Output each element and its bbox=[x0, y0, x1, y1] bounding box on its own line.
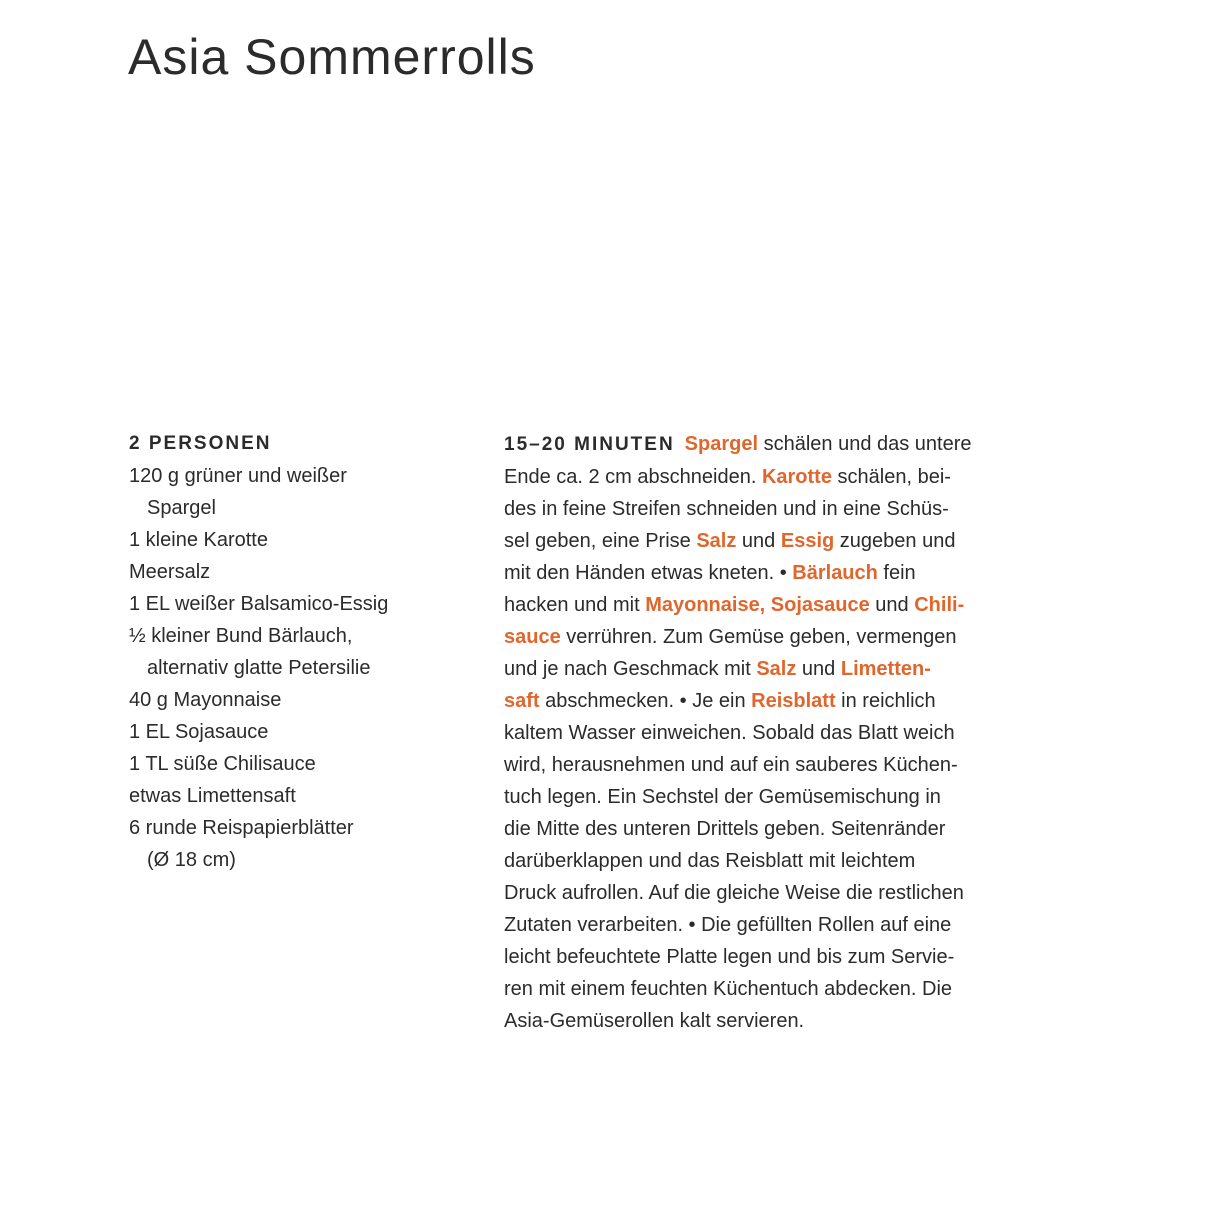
ingredient-item bbox=[129, 524, 459, 556]
instruction-text: ren mit einem feuchten Küchentuch abdecken. Die bbox=[504, 978, 953, 1000]
ingredient-text-continued: (Ø 18 cm) bbox=[147, 849, 236, 871]
instruction-text: abschmecken. • Je ein bbox=[539, 690, 752, 712]
ingredient-item bbox=[129, 556, 459, 588]
ingredient-highlight: Bärlauch bbox=[792, 562, 878, 584]
instruction-text: und je nach Geschmack mit bbox=[504, 658, 757, 680]
ingredient-text: 40 g Mayonnaise bbox=[129, 689, 282, 711]
ingredient-text: etwas Limettensaft bbox=[129, 785, 296, 807]
ingredient-highlight: Salz bbox=[756, 658, 797, 680]
instruction-line bbox=[504, 749, 1084, 781]
instruction-text: und bbox=[796, 658, 841, 680]
ingredient-item bbox=[129, 460, 459, 524]
instruction-line bbox=[504, 941, 1084, 973]
instruction-text: zugeben und bbox=[834, 530, 956, 552]
ingredient-text: 1 kleine Karotte bbox=[129, 529, 268, 551]
instruction-text: die Mitte des unteren Drittels geben. Seitenränder bbox=[504, 818, 946, 840]
instruction-text: des in feine Streifen schneiden und in eine Schüs- bbox=[504, 498, 949, 520]
instruction-text: wird, herausnehmen und auf ein sauberes Küchen- bbox=[504, 754, 958, 776]
instruction-text: schälen und das untere bbox=[758, 433, 972, 455]
ingredient-highlight: Reisblatt bbox=[751, 690, 836, 712]
instruction-line bbox=[504, 877, 1084, 909]
instruction-text: verrühren. Zum Gemüse geben, vermengen bbox=[560, 626, 957, 648]
instruction-text: hacken und mit bbox=[504, 594, 646, 616]
instruction-line bbox=[504, 717, 1084, 749]
instruction-text: tuch legen. Ein Sechstel der Gemüsemischung in bbox=[504, 786, 941, 808]
instruction-text: sel geben, eine Prise bbox=[504, 530, 697, 552]
ingredient-list bbox=[129, 428, 459, 876]
instruction-text: schälen, bei- bbox=[831, 466, 951, 488]
ingredient-text: 1 TL süße Chilisauce bbox=[129, 753, 316, 775]
instruction-line bbox=[504, 1005, 1084, 1037]
ingredient-highlight: Karotte bbox=[761, 466, 832, 488]
ingredient-highlight: Essig bbox=[780, 530, 835, 552]
instruction-line bbox=[504, 813, 1084, 845]
ingredient-item bbox=[129, 588, 459, 620]
instruction-line bbox=[504, 973, 1084, 1005]
instruction-line bbox=[504, 653, 1084, 685]
ingredient-text: 1 EL weißer Balsamico-Essig bbox=[129, 593, 389, 615]
ingredient-highlight: Limetten- bbox=[840, 658, 931, 680]
ingredient-item bbox=[129, 620, 459, 684]
ingredient-text: Meersalz bbox=[129, 561, 211, 583]
instruction-line bbox=[504, 781, 1084, 813]
ingredient-highlight: sauce bbox=[504, 626, 561, 648]
ingredient-highlight: Spargel bbox=[684, 433, 759, 455]
ingredient-item bbox=[129, 780, 459, 812]
ingredient-text-continued: Spargel bbox=[147, 497, 216, 519]
instruction-text: darüberklappen und das Reisblatt mit leichtem bbox=[504, 850, 916, 872]
instruction-text: fein bbox=[877, 562, 916, 584]
instruction-line bbox=[504, 461, 1084, 493]
ingredient-text: ½ kleiner Bund Bärlauch, bbox=[129, 625, 353, 647]
instruction-text: Asia-Gemüserollen kalt servieren. bbox=[504, 1010, 805, 1032]
instructions bbox=[504, 428, 1084, 1037]
instruction-line bbox=[504, 589, 1084, 621]
instruction-text: mit den Händen etwas kneten. • bbox=[504, 562, 793, 584]
instruction-line bbox=[504, 525, 1084, 557]
instruction-line bbox=[504, 909, 1084, 941]
ingredient-item bbox=[129, 716, 459, 748]
ingredient-highlight: Salz bbox=[696, 530, 737, 552]
instruction-text: in reichlich bbox=[835, 690, 936, 712]
ingredient-highlight: saft bbox=[504, 690, 540, 712]
ingredient-text: 6 runde Reispapierblätter bbox=[129, 817, 354, 839]
ingredient-text-continued: alternativ glatte Petersilie bbox=[147, 657, 371, 679]
ingredient-item bbox=[129, 812, 459, 876]
ingredient-text: 1 EL Sojasauce bbox=[129, 721, 269, 743]
servings-heading: 2 PERSONEN bbox=[129, 433, 272, 454]
ingredient-item bbox=[129, 684, 459, 716]
ingredient-highlight: Chili- bbox=[914, 594, 965, 616]
instruction-line bbox=[504, 557, 1084, 589]
instruction-line bbox=[504, 621, 1084, 653]
instruction-line bbox=[504, 428, 1084, 461]
ingredient-text: 120 g grüner und weißer bbox=[129, 465, 347, 487]
instruction-text: Druck aufrollen. Auf die gleiche Weise die restlichen bbox=[504, 882, 964, 904]
time-label: 15–20 MINUTEN bbox=[504, 434, 675, 455]
instruction-line bbox=[504, 685, 1084, 717]
instruction-text: und bbox=[736, 530, 781, 552]
instruction-text: Ende ca. 2 cm abschneiden. bbox=[504, 466, 762, 488]
instruction-text: Zutaten verarbeiten. • Die gefüllten Rollen auf eine bbox=[504, 914, 952, 936]
ingredient-highlight: Mayonnaise, Sojasauce bbox=[645, 594, 870, 616]
recipe-title: Asia Sommerrolls bbox=[128, 29, 536, 85]
ingredient-item bbox=[129, 748, 459, 780]
instruction-line bbox=[504, 845, 1084, 877]
instruction-text: kaltem Wasser einweichen. Sobald das Blatt weich bbox=[504, 722, 955, 744]
instruction-line bbox=[504, 493, 1084, 525]
instruction-text: und bbox=[869, 594, 915, 616]
instruction-text: leicht befeuchtete Platte legen und bis zum Servie- bbox=[504, 946, 955, 968]
